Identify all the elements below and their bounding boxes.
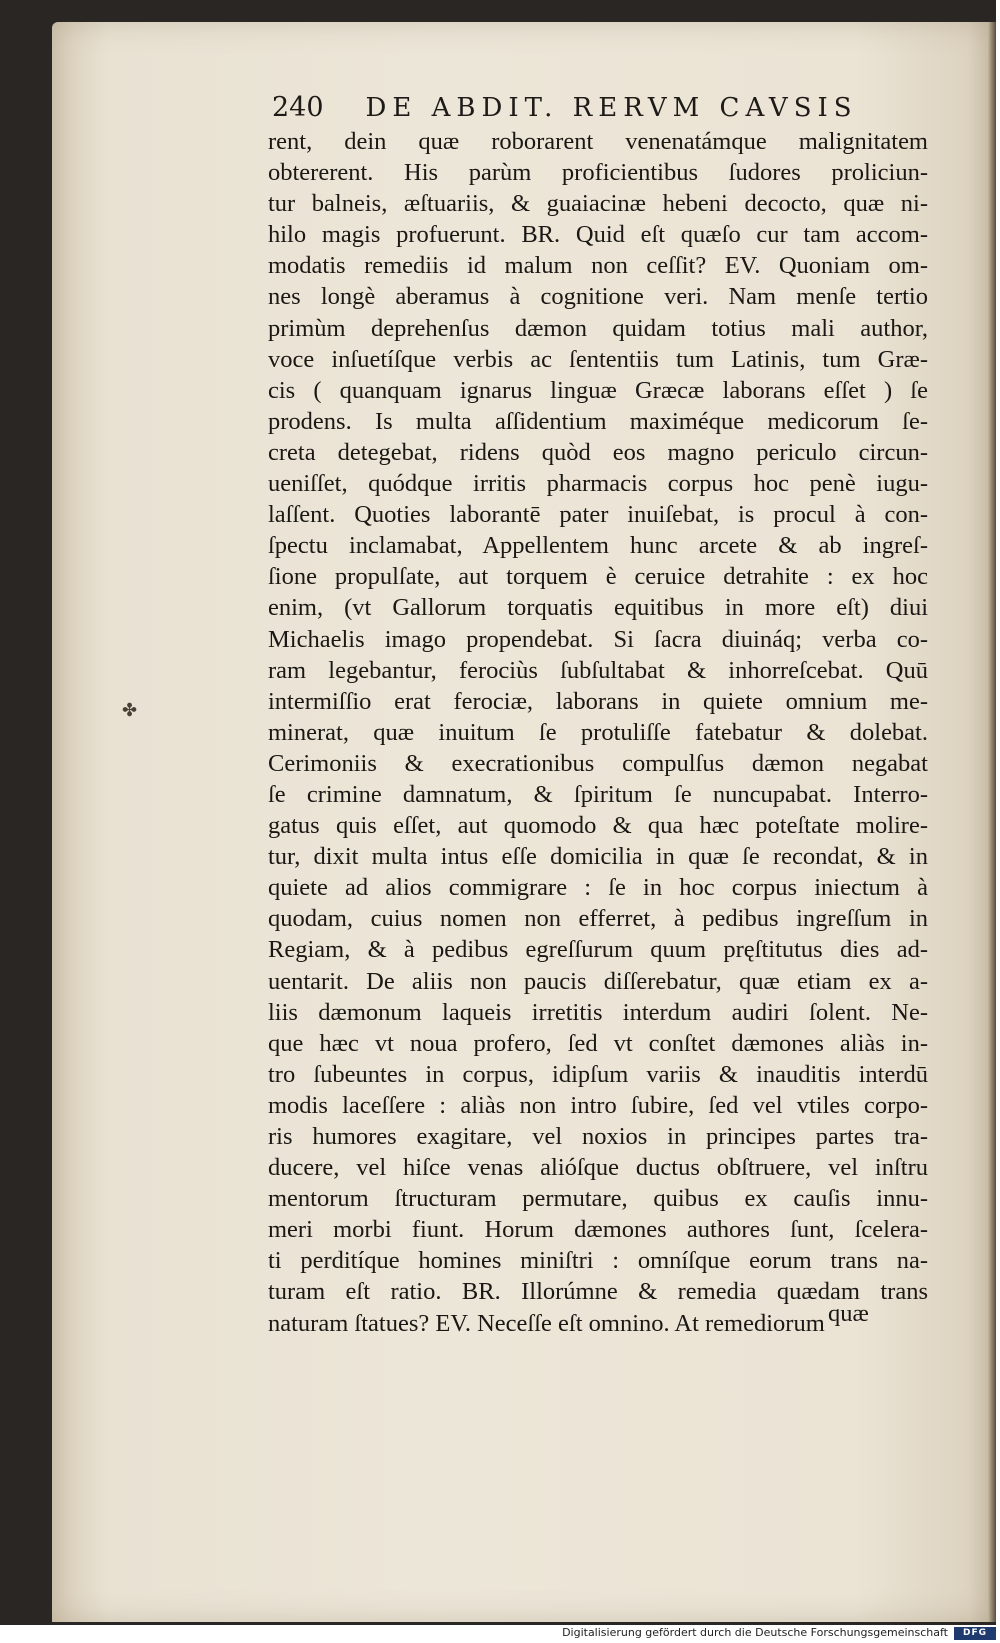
text-line: prodens. Is multa aſſidentium maximéque medicorum ſe- [268,407,928,435]
text-line: ſpectu inclamabat, Appellentem hunc arcete & ab ingreſ- [268,532,928,560]
page-number: 240 [272,92,324,123]
text-line: minerat, quæ inuitum ſe protuliſſe fatebatur & dolebat. [268,718,928,746]
page-edge [988,22,996,1622]
text-line: naturam ſtatues? EV. Neceſſe eſt omnino. At remediorum [268,1309,825,1337]
text-line: mentorum ſtructuram permutare, quibus ex cauſis innu- [268,1185,928,1213]
text-line: uentarit. De aliis non paucis diſſerebatur, quæ etiam ex a- [268,967,928,995]
body-text [268,126,928,1339]
text-line: meri morbi fiunt. Horum dæmones authores ſunt, ſcelera- [268,1216,928,1244]
margin-ornament-icon: ✤ [122,700,138,721]
text-line: liis dæmonum laqueis irretitis interdum audiri ſolent. Ne- [268,998,928,1026]
text-line: laſſent. Quoties laborantē pater inuiſebat, is procul à con- [268,501,928,529]
text-line: voce inſuetíſque verbis ac ſententiis tum Latinis, tum Græ- [268,345,928,373]
text-line: turam eſt ratio. BR. Illorúmne & remedia quædam trans [268,1278,928,1306]
text-line: obtererent. His parùm proficientibus ſudores proliciun- [268,159,928,187]
running-header [272,92,932,128]
text-line: Michaelis imago propendebat. Si ſacra diuináq; verba co- [268,625,928,653]
text-line: Cerimoniis & execrationibus compulſus dæmon negabat [268,749,928,777]
text-line: tro ſubeuntes in corpus, idipſum variis & inauditis interdū [268,1060,928,1088]
text-line: enim, (vt Gallorum torquatis equitibus in more eſt) diui [268,594,928,622]
text-line: ſe crimine damnatum, & ſpiritum ſe nuncupabat. Interro- [268,780,928,808]
text-line: ueniſſet, quódque irritis pharmacis corpus hoc penè iugu- [268,470,928,498]
text-line: intermiſſio erat ferociæ, laborans in quiete omnium me- [268,687,928,715]
text-line: ducere, vel hiſce venas alióſque ductus obſtruere, vel inſtru [268,1154,928,1182]
text-line: creta detegebat, ridens quòd eos magno periculo circun- [268,438,928,466]
footer-credit: Digitalisierung gefördert durch die Deutsche Forschungsgemeinschaft [562,1626,948,1639]
text-line: quiete ad alios commigrare : ſe in hoc corpus iniectum à [268,874,928,902]
text-line: cis ( quanquam ignarus linguæ Græcæ laborans eſſet ) ſe [268,376,928,404]
text-line: modis laceſſere : aliàs non intro ſubire, ſed vel vtiles corpo- [268,1091,928,1119]
text-line: ſione propulſate, aut torquem è ceruice detrahite : ex hoc [268,563,928,591]
running-title: DE ABDIT. RERVM CAVSIS [365,93,858,123]
text-line: ti perditíque homines miniſtri : omníſque eorum trans na- [268,1247,928,1275]
text-line: quodam, cuius nomen non efferret, à pedibus ingreſſum in [268,905,928,933]
text-line: rent, dein quæ roborarent venenatámque malignitatem [268,128,928,155]
text-line: tur balneis, æſtuariis, & guaiacinæ hebeni decocto, quæ ni- [268,190,928,218]
text-line: Regiam, & à pedibus egreſſurum quum pręſtitutus dies ad- [268,936,928,964]
dfg-logo: DFG [954,1627,996,1640]
text-line: ram legebantur, ferociùs ſubſultabat & inhorreſcebat. Quū [268,656,928,684]
text-line: gatus quis eſſet, aut quomodo & qua hæc poteſtate molire- [268,812,928,840]
text-line: hilo magis profuerunt. BR. Quid eſt quæſo cur tam accom- [268,221,928,249]
text-line: primùm deprehenſus dæmon quidam totius mali author, [268,314,928,342]
text-line: tur, dixit multa intus eſſe domicilia in quæ ſe recondat, & in [268,843,928,871]
catchword: quæ [828,1300,869,1327]
text-line: ris humores exagitare, vel noxios in principes partes tra- [268,1123,928,1150]
text-line: que hæc vt noua profero, ſed vt conſtet dæmones aliàs in- [268,1029,928,1057]
text-line: modatis remediis id malum non ceſſit? EV. Quoniam om- [268,252,928,280]
text-line: nes longè aberamus à cognitione veri. Nam menſe tertio [268,283,928,311]
